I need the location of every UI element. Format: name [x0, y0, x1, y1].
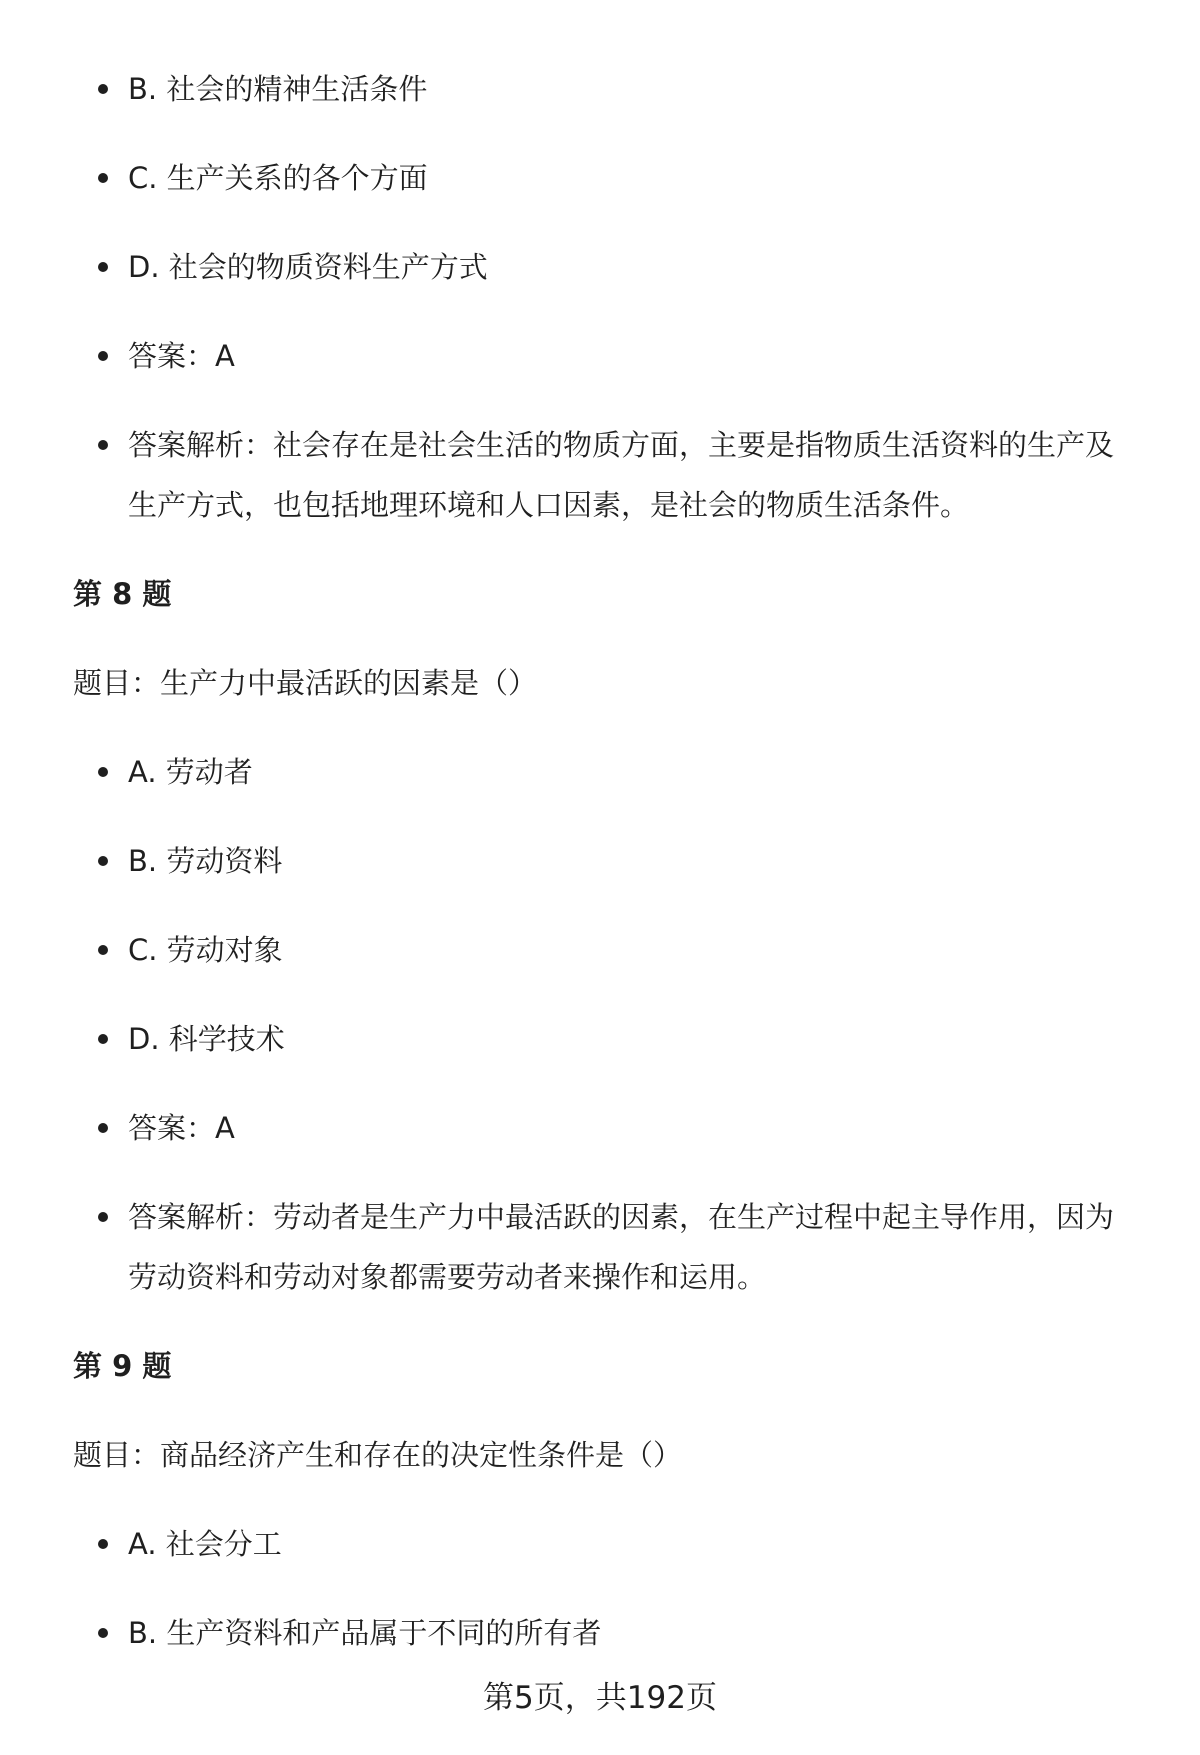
- q7-explanation: 答案解析：社会存在是社会生活的物质方面，主要是指物质生活资料的生产及生产方式，也包括地理环境和人口因素，是社会的物质生活条件。: [128, 415, 1138, 535]
- q8-option-a: A. 劳动者: [128, 742, 1138, 802]
- q8-option-c: C. 劳动对象: [128, 920, 1138, 980]
- q8-option-list: [0, 742, 1200, 1307]
- q9-option-list: [0, 1514, 1200, 1663]
- page-number: 第5页，共192页: [483, 1680, 717, 1716]
- q8-option-d: D. 科学技术: [128, 1009, 1138, 1069]
- q8-heading: 第 8 题: [73, 577, 172, 611]
- q7-answer: 答案：A: [128, 326, 1138, 386]
- q9-option-b: B. 生产资料和产品属于不同的所有者: [128, 1603, 1138, 1663]
- q7-option-d: D. 社会的物质资料生产方式: [128, 237, 1138, 297]
- q7-option-list: [0, 59, 1200, 535]
- q8-explanation: 答案解析：劳动者是生产力中最活跃的因素，在生产过程中起主导作用，因为劳动资料和劳动对象都需要劳动者来操作和运用。: [128, 1187, 1138, 1307]
- q9-heading: 第 9 题: [73, 1349, 172, 1383]
- q9-option-a: A. 社会分工: [128, 1514, 1138, 1574]
- q8-answer: 答案：A: [128, 1098, 1138, 1158]
- q8-option-b: B. 劳动资料: [128, 831, 1138, 891]
- q7-option-b: B. 社会的精神生活条件: [128, 59, 1138, 119]
- q9-question: 题目：商品经济产生和存在的决定性条件是（）: [73, 1438, 683, 1472]
- q8-question: 题目：生产力中最活跃的因素是（）: [73, 666, 538, 700]
- q7-option-c: C. 生产关系的各个方面: [128, 148, 1138, 208]
